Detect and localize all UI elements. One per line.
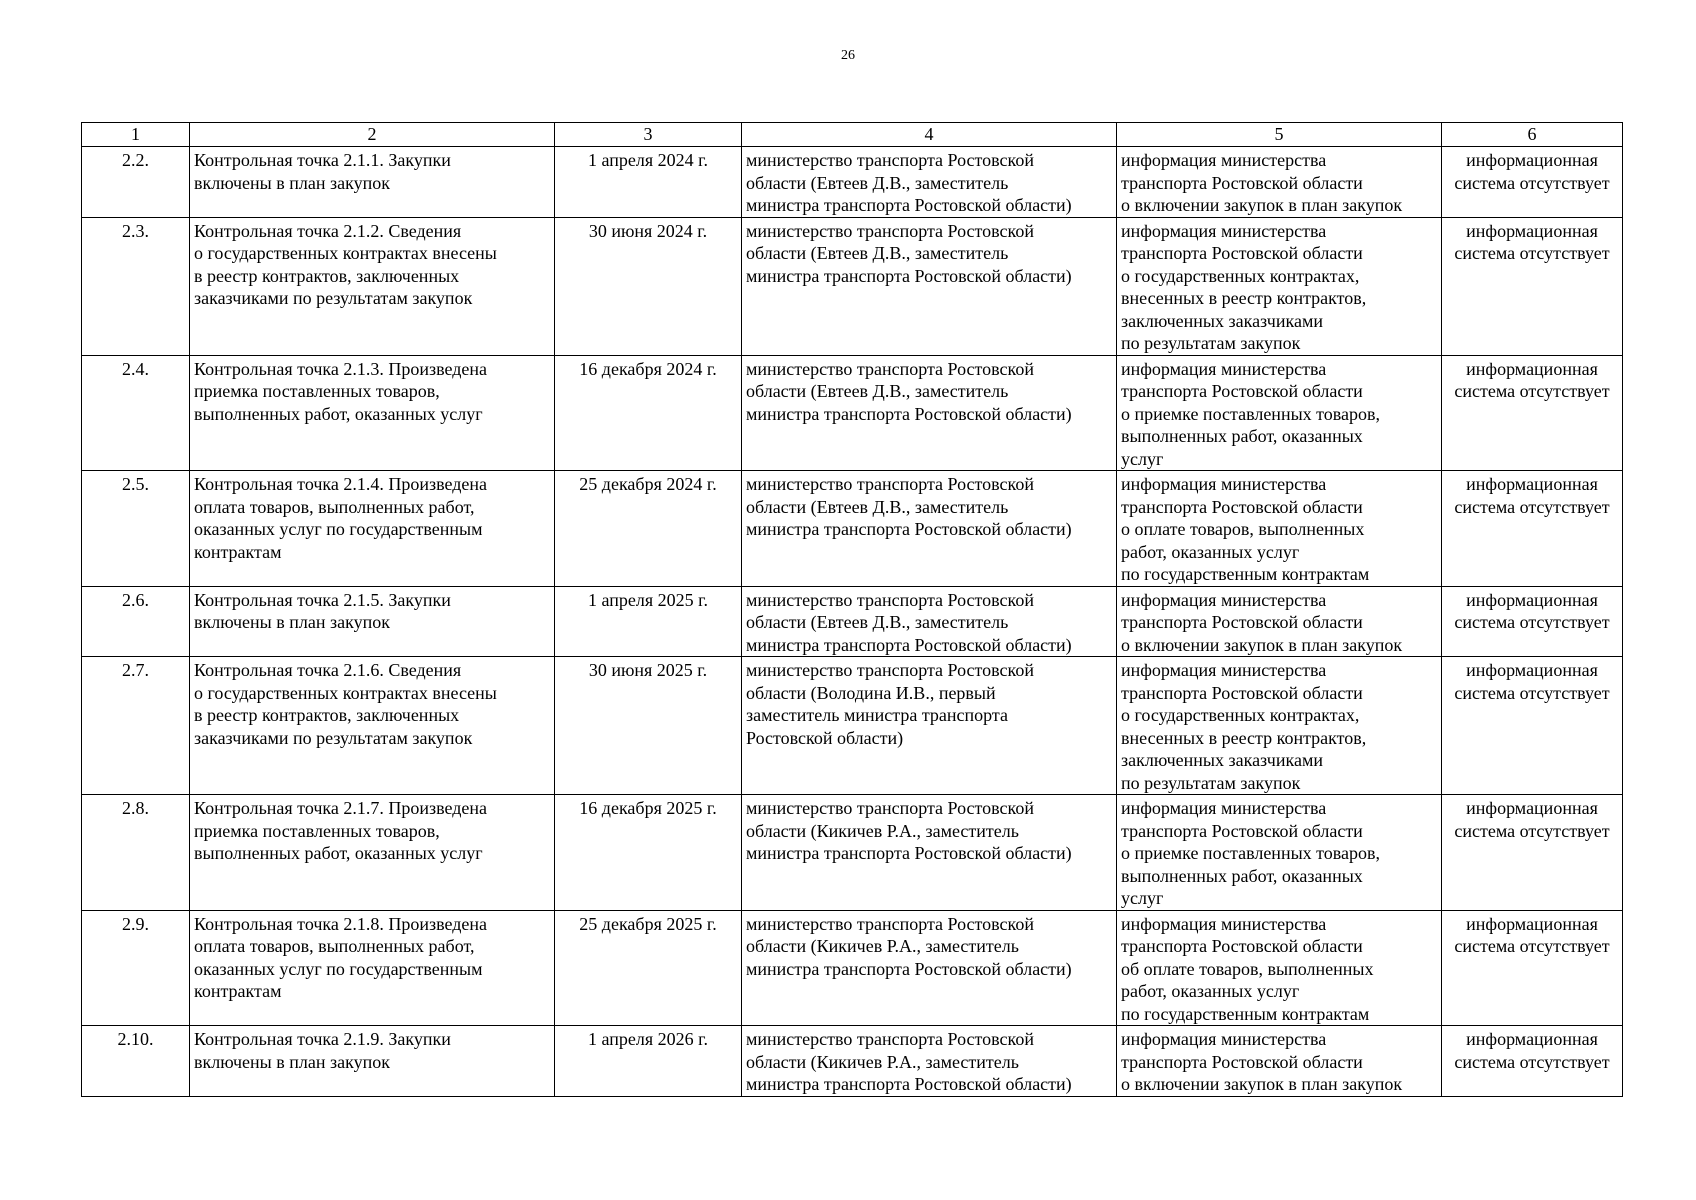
confirmation-document-line: по государственным контрактам [1121, 1003, 1370, 1024]
information-system-line: информационная [1466, 220, 1598, 241]
page-number: 26 [841, 48, 855, 63]
confirmation-document-line: транспорта Ростовской области [1121, 381, 1363, 401]
responsible-executor-line: министерство транспорта Ростовской [746, 798, 1035, 818]
responsible-executor-line: министра транспорта Ростовской области) [746, 195, 1072, 215]
column-header: 3 [555, 123, 742, 147]
information-system [1442, 910, 1623, 1026]
control-point-description-line: Контрольная точка 2.1.4. Произведена [194, 474, 488, 494]
confirmation-document-line: о включении закупок в план закупок [1121, 1074, 1403, 1094]
row-number: 2.6. [82, 586, 190, 657]
confirmation-document-line: работ, оказанных услуг [1121, 981, 1300, 1001]
control-point-description-line: оплата товаров, выполненных работ, [194, 496, 475, 517]
responsible-executor [742, 910, 1117, 1026]
deadline-date: 1 апреля 2026 г. [555, 1026, 742, 1097]
control-point-description-line: заказчиками по результатам закупок [194, 727, 473, 748]
confirmation-document [1117, 147, 1442, 218]
table-row [82, 1026, 1623, 1097]
control-point-description-line: Контрольная точка 2.1.6. Сведения [194, 660, 462, 680]
confirmation-document-line: о государственных контрактах, [1121, 705, 1360, 725]
row-number: 2.2. [82, 147, 190, 218]
information-system [1442, 657, 1623, 795]
confirmation-document-line: информация министерства [1121, 589, 1327, 610]
control-point-description [190, 910, 555, 1026]
confirmation-document-line: транспорта Ростовской области [1121, 936, 1363, 956]
responsible-executor-line: министра транспорта Ростовской области) [746, 265, 1072, 286]
control-point-description-line: выполненных работ, оказанных услуг [194, 843, 483, 863]
confirmation-document-line: информация министерства [1121, 220, 1327, 241]
information-system [1442, 795, 1623, 911]
control-points-table [81, 122, 1623, 1097]
row-number: 2.7. [82, 657, 190, 795]
responsible-executor-line: министерство транспорта Ростовской [746, 589, 1035, 610]
control-point-description-line: заказчиками по результатам закупок [194, 288, 473, 308]
confirmation-document-line: транспорта Ростовской области [1121, 243, 1363, 263]
control-point-description-line: контрактам [194, 981, 282, 1001]
confirmation-document-line: информация министерства [1121, 913, 1327, 934]
confirmation-document-line: информация министерства [1121, 358, 1327, 379]
confirmation-document-line: по результатам закупок [1121, 772, 1301, 793]
confirmation-document [1117, 471, 1442, 587]
confirmation-document [1117, 217, 1442, 355]
confirmation-document-line: внесенных в реестр контрактов, [1121, 288, 1367, 308]
confirmation-document-line: о государственных контрактах, [1121, 265, 1360, 286]
responsible-executor-line: области (Евтеев Д.В., заместитель [746, 381, 1009, 401]
responsible-executor [742, 147, 1117, 218]
deadline-date: 1 апреля 2024 г. [555, 147, 742, 218]
responsible-executor-line: министра транспорта Ростовской области) [746, 1074, 1072, 1094]
responsible-executor [742, 217, 1117, 355]
control-point-description-line: контрактам [194, 541, 282, 562]
confirmation-document-line: услуг [1121, 448, 1164, 469]
information-system-line: информационная [1466, 150, 1598, 170]
information-system [1442, 147, 1623, 218]
information-system-line: система отсутствует [1454, 381, 1610, 401]
responsible-executor-line: министерство транспорта Ростовской [746, 660, 1035, 680]
confirmation-document-line: о приемке поставленных товаров, [1121, 403, 1381, 424]
confirmation-document-line: внесенных в реестр контрактов, [1121, 727, 1367, 748]
responsible-executor-line: области (Евтеев Д.В., заместитель [746, 243, 1009, 263]
control-point-description-line: приемка поставленных товаров, [194, 381, 440, 401]
responsible-executor [742, 657, 1117, 795]
information-system [1442, 355, 1623, 471]
deadline-date: 25 декабря 2025 г. [555, 910, 742, 1026]
responsible-executor-line: министра транспорта Ростовской области) [746, 843, 1072, 863]
table-row [82, 471, 1623, 587]
confirmation-document-line: заключенных заказчиками [1121, 310, 1323, 331]
information-system-line: информационная [1466, 358, 1598, 379]
control-point-description-line: оказанных услуг по государственным [194, 519, 483, 539]
information-system-line: информационная [1466, 1029, 1598, 1049]
control-point-description-line: выполненных работ, оказанных услуг [194, 403, 483, 424]
column-header: 6 [1442, 123, 1623, 147]
control-point-description-line: включены в план закупок [194, 172, 390, 193]
confirmation-document [1117, 910, 1442, 1026]
table-row [82, 795, 1623, 911]
confirmation-document-line: информация министерства [1121, 798, 1327, 818]
information-system-line: система отсутствует [1454, 936, 1610, 956]
confirmation-document-line: о приемке поставленных товаров, [1121, 843, 1381, 863]
confirmation-document [1117, 355, 1442, 471]
control-point-description-line: Контрольная точка 2.1.8. Произведена [194, 913, 488, 934]
control-point-description-line: включены в план закупок [194, 612, 390, 632]
responsible-executor-line: области (Володина И.В., первый [746, 682, 996, 703]
row-number: 2.4. [82, 355, 190, 471]
responsible-executor [742, 355, 1117, 471]
responsible-executor-line: области (Евтеев Д.В., заместитель [746, 496, 1009, 517]
column-header: 1 [82, 123, 190, 147]
row-number: 2.9. [82, 910, 190, 1026]
information-system-line: система отсутствует [1454, 1051, 1610, 1072]
information-system-line: система отсутствует [1454, 243, 1610, 263]
control-point-description-line: Контрольная точка 2.1.5. Закупки [194, 589, 451, 610]
responsible-executor-line: министерство транспорта Ростовской [746, 150, 1035, 170]
header-row [82, 123, 1623, 147]
confirmation-document-line: выполненных работ, оказанных [1121, 865, 1363, 886]
responsible-executor [742, 795, 1117, 911]
confirmation-document-line: транспорта Ростовской области [1121, 682, 1363, 703]
column-header: 4 [742, 123, 1117, 147]
information-system-line: информационная [1466, 798, 1598, 818]
responsible-executor-line: министерство транспорта Ростовской [746, 1029, 1035, 1049]
control-point-description-line: Контрольная точка 2.1.2. Сведения [194, 220, 462, 241]
confirmation-document-line: выполненных работ, оказанных [1121, 426, 1363, 446]
confirmation-document-line: информация министерства [1121, 1029, 1327, 1049]
control-point-description [190, 1026, 555, 1097]
confirmation-document-line: заключенных заказчиками [1121, 750, 1323, 770]
control-point-description-line: оказанных услуг по государственным [194, 958, 483, 979]
table-row [82, 217, 1623, 355]
information-system-line: информационная [1466, 913, 1598, 934]
control-point-description-line: Контрольная точка 2.1.9. Закупки [194, 1029, 451, 1049]
responsible-executor-line: министра транспорта Ростовской области) [746, 519, 1072, 539]
confirmation-document-line: транспорта Ростовской области [1121, 612, 1363, 632]
control-point-description-line: Контрольная точка 2.1.7. Произведена [194, 798, 488, 818]
information-system [1442, 471, 1623, 587]
confirmation-document-line: о включении закупок в план закупок [1121, 195, 1403, 215]
control-point-description [190, 217, 555, 355]
row-number: 2.8. [82, 795, 190, 911]
confirmation-document-line: транспорта Ростовской области [1121, 820, 1363, 841]
confirmation-document [1117, 795, 1442, 911]
information-system-line: система отсутствует [1454, 820, 1610, 841]
responsible-executor-line: министерство транспорта Ростовской [746, 358, 1035, 379]
confirmation-document-line: информация министерства [1121, 150, 1327, 170]
information-system-line: информационная [1466, 660, 1598, 680]
control-point-description-line: в реестр контрактов, заключенных [194, 705, 460, 725]
confirmation-document-line: информация министерства [1121, 474, 1327, 494]
information-system-line: система отсутствует [1454, 612, 1610, 632]
deadline-date: 1 апреля 2025 г. [555, 586, 742, 657]
confirmation-document-line: услуг [1121, 888, 1164, 908]
confirmation-document-line: работ, оказанных услуг [1121, 541, 1300, 562]
information-system-line: информационная [1466, 474, 1598, 494]
responsible-executor-line: Ростовской области) [746, 727, 904, 748]
confirmation-document-line: об оплате товаров, выполненных [1121, 958, 1374, 979]
confirmation-document-line: о оплате товаров, выполненных [1121, 519, 1365, 539]
information-system-line: информационная [1466, 589, 1598, 610]
confirmation-document-line: по государственным контрактам [1121, 564, 1370, 584]
control-point-description-line: Контрольная точка 2.1.3. Произведена [194, 358, 488, 379]
control-point-description [190, 657, 555, 795]
information-system [1442, 217, 1623, 355]
table-row [82, 355, 1623, 471]
confirmation-document [1117, 657, 1442, 795]
control-point-description-line: включены в план закупок [194, 1051, 390, 1072]
deadline-date: 16 декабря 2024 г. [555, 355, 742, 471]
responsible-executor-line: министра транспорта Ростовской области) [746, 958, 1072, 979]
responsible-executor-line: министерство транспорта Ростовской [746, 913, 1035, 934]
responsible-executor-line: министра транспорта Ростовской области) [746, 634, 1072, 655]
responsible-executor-line: министерство транспорта Ростовской [746, 474, 1035, 494]
control-point-description-line: в реестр контрактов, заключенных [194, 265, 460, 286]
table-row [82, 586, 1623, 657]
responsible-executor [742, 586, 1117, 657]
confirmation-document-line: информация министерства [1121, 660, 1327, 680]
control-point-description [190, 355, 555, 471]
confirmation-document [1117, 586, 1442, 657]
responsible-executor-line: области (Евтеев Д.В., заместитель [746, 172, 1009, 193]
responsible-executor-line: области (Кикичев Р.А., заместитель [746, 820, 1019, 841]
responsible-executor [742, 1026, 1117, 1097]
table-row [82, 910, 1623, 1026]
column-header: 2 [190, 123, 555, 147]
deadline-date: 30 июня 2025 г. [555, 657, 742, 795]
control-point-description-line: приемка поставленных товаров, [194, 820, 440, 841]
responsible-executor-line: области (Кикичев Р.А., заместитель [746, 936, 1019, 956]
responsible-executor-line: министра транспорта Ростовской области) [746, 403, 1072, 424]
information-system [1442, 1026, 1623, 1097]
control-point-description-line: о государственных контрактах внесены [194, 682, 497, 703]
row-number: 2.3. [82, 217, 190, 355]
responsible-executor-line: министерство транспорта Ростовской [746, 220, 1035, 241]
confirmation-document-line: по результатам закупок [1121, 333, 1301, 353]
deadline-date: 25 декабря 2024 г. [555, 471, 742, 587]
responsible-executor-line: области (Евтеев Д.В., заместитель [746, 612, 1009, 632]
control-point-description-line: Контрольная точка 2.1.1. Закупки [194, 150, 451, 170]
deadline-date: 16 декабря 2025 г. [555, 795, 742, 911]
control-point-description-line: о государственных контрактах внесены [194, 243, 497, 263]
information-system-line: система отсутствует [1454, 172, 1610, 193]
control-point-description [190, 471, 555, 587]
confirmation-document-line: транспорта Ростовской области [1121, 172, 1363, 193]
control-point-description-line: оплата товаров, выполненных работ, [194, 936, 475, 956]
row-number: 2.10. [82, 1026, 190, 1097]
control-point-description [190, 586, 555, 657]
confirmation-document-line: о включении закупок в план закупок [1121, 634, 1403, 655]
information-system-line: система отсутствует [1454, 682, 1610, 703]
table-row [82, 657, 1623, 795]
responsible-executor-line: области (Кикичев Р.А., заместитель [746, 1051, 1019, 1072]
column-header: 5 [1117, 123, 1442, 147]
confirmation-document-line: транспорта Ростовской области [1121, 1051, 1363, 1072]
table-row [82, 147, 1623, 218]
information-system [1442, 586, 1623, 657]
confirmation-document [1117, 1026, 1442, 1097]
responsible-executor-line: заместитель министра транспорта [746, 705, 1008, 725]
confirmation-document-line: транспорта Ростовской области [1121, 496, 1363, 517]
control-point-description [190, 147, 555, 218]
control-point-description [190, 795, 555, 911]
information-system-line: система отсутствует [1454, 496, 1610, 517]
row-number: 2.5. [82, 471, 190, 587]
responsible-executor [742, 471, 1117, 587]
deadline-date: 30 июня 2024 г. [555, 217, 742, 355]
